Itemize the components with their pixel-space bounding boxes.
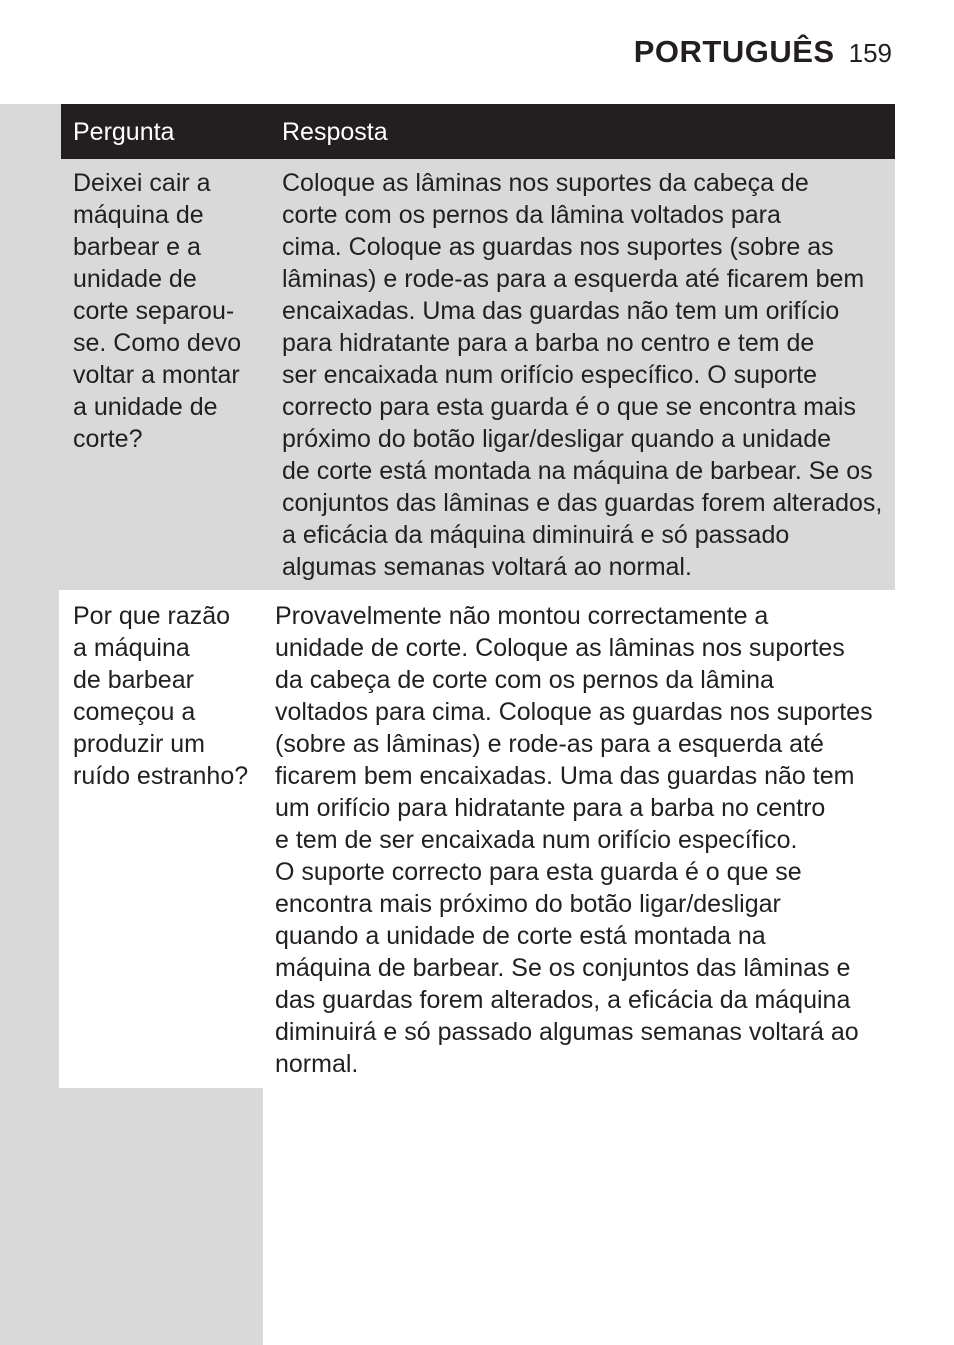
page-number: 159 [848, 38, 892, 68]
table-header-row [61, 104, 895, 159]
table-row [61, 159, 895, 590]
question-cell: Por que razão a máquina de barbear começou a produzir um ruído estranho? [59, 590, 263, 1088]
faq-table [61, 104, 895, 1088]
answer-cell: Coloque as lâminas nos suportes da cabeça de corte com os pernos da lâmina voltados para cima. Coloque as guardas nos suportes (sobre as lâminas) e rode-as para a esquerda até ficarem bem encaixadas. Uma das guardas não tem um orifício para hidratante para a barba no centro e tem de ser encaixada num orifício específico. O suporte correcto para esta guarda é o que se encontra mais próximo do botão ligar/desligar quando a unidade de corte está montada na máquina de barbear. Se os conjuntos das lâminas e das guardas forem alterados, a eficácia da máquina diminuirá e só passado algumas semanas voltará ao normal. [282, 169, 883, 581]
language-label: PORTUGUÊS [633, 34, 835, 69]
column-header-answer: Resposta [282, 117, 388, 146]
column-header-question: Pergunta [73, 117, 175, 146]
question-cell: Deixei cair a máquina de barbear e a unidade de corte separou- se. Como devo voltar a montar a unidade de corte? [73, 169, 242, 453]
table-row [61, 590, 895, 1088]
page-header [634, 34, 892, 70]
answer-cell: Provavelmente não montou correctamente a unidade de corte. Coloque as lâminas nos suportes da cabeça de corte com os pernos da lâmina voltados para cima. Coloque as guardas nos suportes (sobre as lâminas) e rode-as para a esquerda até ficarem bem encaixadas. Uma das guardas não tem um orifício para hidratante para a barba no centro e tem de ser encaixada num orifício específico. O suporte correcto para esta guarda é o que se encontra mais próximo do botão ligar/desligar quando a unidade de corte está montada na máquina de barbear. Se os conjuntos das lâminas e das guardas forem alterados, a eficácia da máquina diminuirá e só passado algumas semanas voltará ao normal. [263, 590, 888, 1088]
